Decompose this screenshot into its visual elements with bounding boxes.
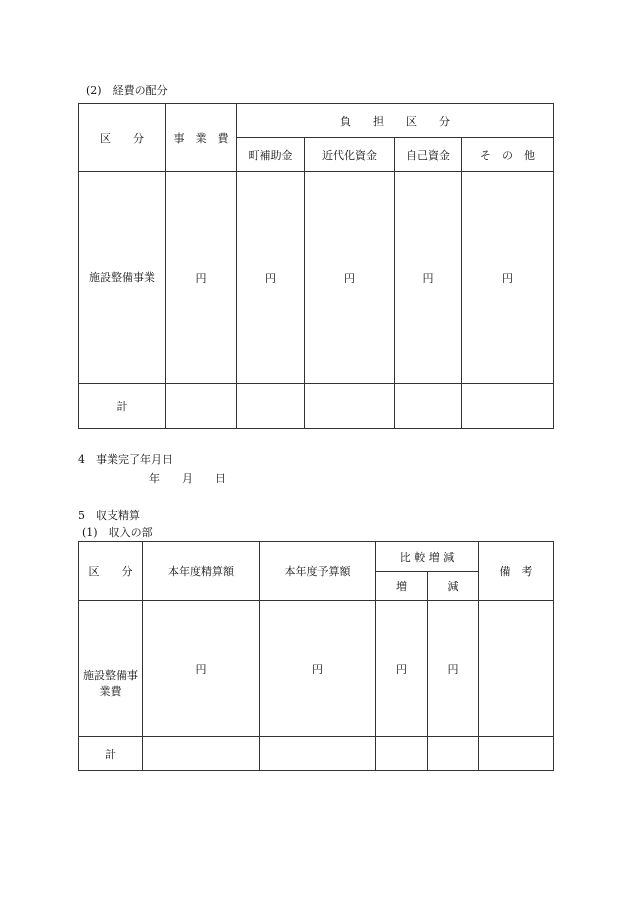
completion-date-heading: 4 事業完了年月日 [78, 453, 173, 466]
header-cho-hojokin: 町補助金 [237, 138, 305, 172]
unit-label: 円 [305, 172, 395, 384]
total-cell [305, 384, 395, 429]
header-remarks: 備 考 [479, 542, 554, 601]
unit-label: 円 [462, 172, 554, 384]
total-cell [462, 384, 554, 429]
table-row-total [79, 384, 554, 429]
expense-allocation-table [78, 103, 554, 429]
income-table [78, 541, 554, 771]
table-row-total [79, 737, 554, 771]
table-row [79, 601, 554, 737]
total-cell [237, 384, 305, 429]
header-kubun: 区 分 [79, 542, 143, 601]
unit-label: 円 [237, 172, 305, 384]
income-subheading: (1) 収入の部 [82, 526, 153, 539]
header-current-budget: 本年度予算額 [260, 542, 376, 601]
unit-label: 円 [260, 601, 376, 737]
header-decrease: 減 [428, 572, 479, 601]
expense-allocation-heading: (2) 経費の配分 [86, 84, 168, 97]
remarks-cell [479, 601, 554, 737]
settlement-heading: 5 収支精算 [78, 509, 140, 522]
header-current-settlement: 本年度精算額 [143, 542, 260, 601]
total-cell [395, 384, 462, 429]
unit-label: 円 [143, 601, 260, 737]
total-cell [260, 737, 376, 771]
total-cell [166, 384, 237, 429]
header-kindaika-shikin: 近代化資金 [305, 138, 395, 172]
total-cell [428, 737, 479, 771]
row-label-shisetsu: 施設整備事業費 [79, 601, 143, 737]
total-cell [479, 737, 554, 771]
header-jigyohi: 事 業 費 [166, 104, 237, 172]
row-label-shisetsu: 施設整備事業 [79, 172, 166, 384]
total-label: 計 [79, 737, 143, 771]
table-row [79, 172, 554, 384]
total-label: 計 [79, 384, 166, 429]
unit-label: 円 [428, 601, 479, 737]
total-cell [376, 737, 428, 771]
header-kubun: 区 分 [79, 104, 166, 172]
unit-label: 円 [395, 172, 462, 384]
header-jiko-shikin: 自己資金 [395, 138, 462, 172]
header-increase: 増 [376, 572, 428, 601]
completion-date-line: 年 月 日 [149, 472, 226, 485]
header-futan-kubun: 負 担 区 分 [237, 104, 554, 138]
total-cell [143, 737, 260, 771]
unit-label: 円 [376, 601, 428, 737]
unit-label: 円 [166, 172, 237, 384]
header-comparison: 比 較 増 減 [376, 542, 479, 572]
header-sonota: そ の 他 [462, 138, 554, 172]
